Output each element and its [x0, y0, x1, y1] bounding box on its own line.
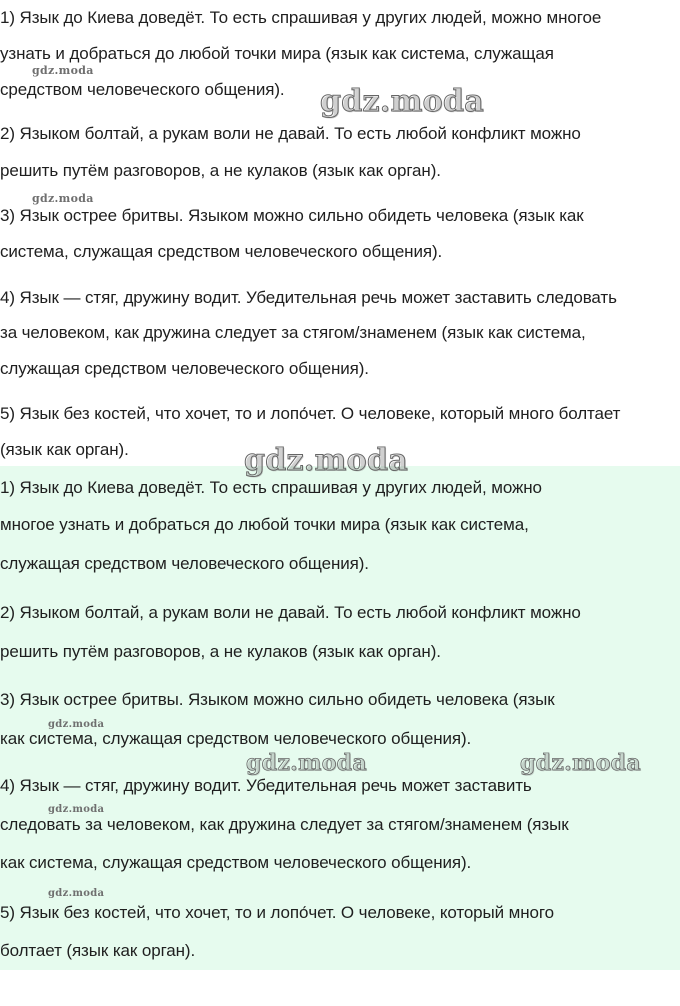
watermark-text: gdz.moda	[32, 64, 94, 77]
text-line: 1) Язык до Киева доведёт. То есть спрашивая у других людей, можно	[0, 478, 542, 497]
text-line: болтает (язык как орган).	[0, 941, 196, 960]
text-line: 3) Язык острее бритвы. Языком можно сильно обидеть человека (язык как	[0, 206, 584, 225]
text-line: 5) Язык без костей, что хочет, то и лопо́чет. О человеке, который много	[0, 903, 554, 922]
text-line: 1) Язык до Киева доведёт. То есть спрашивая у других людей, можно многое	[0, 8, 602, 27]
text-line: средством человеческого общения).	[0, 80, 285, 99]
answer-block-highlighted	[0, 466, 680, 970]
text-line: (язык как орган).	[0, 440, 129, 459]
watermark-text: gdz.moda	[48, 719, 105, 730]
text-line: 4) Язык — стяг, дружину водит. Убедительная речь может заставить следовать	[0, 288, 617, 307]
watermark-text: gdz.moda	[48, 888, 105, 899]
answer-block-plain	[0, 0, 680, 466]
text-line: многое узнать и добраться до любой точки мира (язык как система,	[0, 515, 529, 534]
text-line: служащая средством человеческого общения).	[0, 554, 369, 573]
text-line: 2) Языком болтай, а рукам воли не давай. То есть любой конфликт можно	[0, 124, 581, 143]
text-line: за человеком, как дружина следует за стягом/знаменем (язык как система,	[0, 323, 586, 342]
text-line: как система, служащая средством человеческого общения).	[0, 729, 472, 748]
text-line: решить путём разговоров, а не кулаков (язык как орган).	[0, 642, 441, 661]
watermark-text: gdz.moda	[32, 192, 94, 205]
watermark-text: gdz.moda	[48, 804, 105, 815]
text-line: служащая средством человеческого общения).	[0, 359, 369, 378]
text-line: как система, служащая средством человеческого общения).	[0, 853, 472, 872]
text-line: следовать за человеком, как дружина следует за стягом/знаменем (язык	[0, 815, 569, 834]
text-line: 4) Язык — стяг, дружину водит. Убедительная речь может заставить	[0, 776, 532, 795]
text-line: система, служащая средством человеческого общения).	[0, 242, 443, 261]
text-line: 2) Языком болтай, а рукам воли не давай. То есть любой конфликт можно	[0, 603, 581, 622]
text-line: 3) Язык острее бритвы. Языком можно сильно обидеть человека (язык	[0, 690, 555, 709]
text-line: 5) Язык без костей, что хочет, то и лопо́чет. О человеке, который много болтает	[0, 404, 621, 423]
text-line: узнать и добраться до любой точки мира (язык как система, служащая	[0, 44, 554, 63]
text-line: решить путём разговоров, а не кулаков (язык как орган).	[0, 161, 441, 180]
